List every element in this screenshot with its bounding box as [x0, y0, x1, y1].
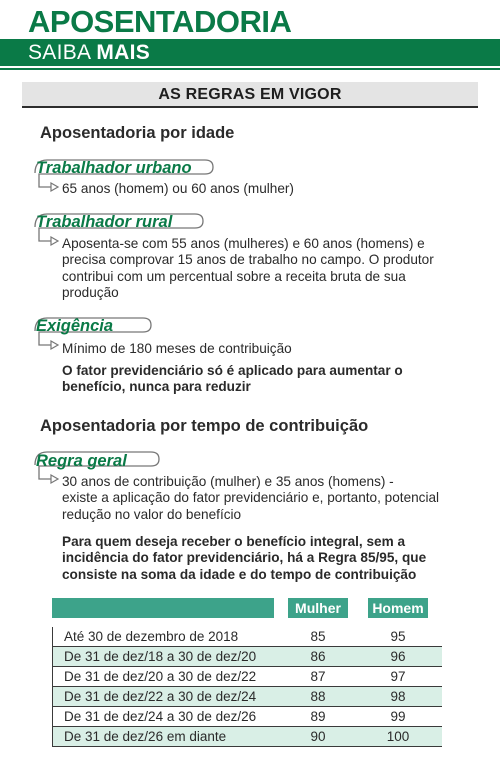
text-regra-geral [62, 474, 439, 523]
note-exigencia [62, 363, 403, 396]
cell-period: De 31 de dez/22 a 30 de dez/24 [52, 687, 274, 707]
text-urbano: 65 anos (homem) ou 60 anos (mulher) [62, 181, 294, 196]
subheader-band [0, 39, 500, 66]
cell-period: De 31 de dez/24 a 30 de dez/26 [52, 707, 274, 727]
text-line: incidência do fator previdenciário, há a Regra 85/95, que [62, 550, 427, 566]
table-header-gap [428, 598, 442, 618]
cell-homem: 98 [368, 687, 428, 707]
text-rural [62, 236, 434, 301]
cell-mulher: 87 [288, 667, 348, 687]
heading-tempo: Aposentadoria por tempo de contribuição [40, 417, 369, 435]
text-line: precisa comprovar 15 anos de trabalho no campo. O produtor [62, 252, 434, 268]
cell-mulher: 85 [288, 627, 348, 647]
text-line: O fator previdenciário só é aplicado para aumentar o [62, 363, 403, 378]
cell-mulher: 90 [288, 727, 348, 747]
header-divider [0, 68, 500, 70]
table-row [52, 667, 442, 687]
table-header-gap [348, 598, 368, 618]
cell-period: Até 30 de dezembro de 2018 [52, 627, 274, 647]
label-regra-geral: Regra geral [36, 452, 127, 470]
text-line: consiste na soma da idade e do tempo de contribuição [62, 566, 417, 582]
table-row [52, 627, 442, 647]
page-title: APOSENTADORIA [28, 4, 292, 39]
cell-mulher: 89 [288, 707, 348, 727]
label-exigencia: Exigência [36, 317, 114, 335]
text-line: existe a aplicação do fator previdenciário e, portanto, potencial [62, 490, 440, 506]
label-trabalhador-urbano: Trabalhador urbano [36, 159, 192, 177]
cell-homem: 99 [368, 707, 428, 727]
cell-homem: 96 [368, 647, 428, 667]
table-row [52, 707, 442, 727]
cell-period: De 31 de dez/18 a 30 de dez/20 [52, 647, 274, 667]
section-title-bar [22, 82, 478, 108]
text-line: Para quem deseja receber o benefício integral, sem a [62, 534, 406, 549]
subheader-bold: MAIS [96, 41, 151, 64]
cell-period: De 31 de dez/26 em diante [52, 727, 274, 747]
table-row [52, 687, 442, 707]
text-line: benefício, nunca para reduzir [62, 379, 251, 395]
cell-period: De 31 de dez/20 a 30 de dez/22 [52, 667, 274, 687]
table-row [52, 647, 442, 667]
cell-homem: 100 [368, 727, 428, 747]
text-line: produção [62, 284, 119, 300]
table-header-blank [52, 598, 274, 618]
table-spacer [52, 618, 442, 627]
regra-85-95-table [52, 598, 442, 747]
text-line: Aposenta-se com 55 anos (mulheres) e 60 anos (homens) e [62, 236, 425, 251]
note-regra-85-95 [62, 534, 426, 583]
subheader-light: SAIBA [28, 41, 97, 64]
text-line: redução no valor do benefício [62, 506, 242, 522]
col-header-mulher: Mulher [288, 598, 348, 618]
text-exigencia: Mínimo de 180 meses de contribuição [62, 341, 292, 356]
cell-homem: 97 [368, 667, 428, 687]
cell-mulher: 88 [288, 687, 348, 707]
col-header-homem: Homem [368, 598, 428, 618]
label-trabalhador-rural: Trabalhador rural [36, 213, 173, 231]
text-line: contribui com um percentual sobre a receita bruta de sua [62, 268, 406, 284]
table-header-row [52, 598, 442, 618]
cell-mulher: 86 [288, 647, 348, 667]
cell-homem: 95 [368, 627, 428, 647]
table-row [52, 727, 442, 747]
table-header-gap [274, 598, 288, 618]
section-title: AS REGRAS EM VIGOR [158, 86, 342, 103]
text-line: 30 anos de contribuição (mulher) e 35 anos (homens) - [62, 474, 394, 489]
subheader-text [28, 41, 150, 65]
heading-idade: Aposentadoria por idade [40, 124, 235, 142]
